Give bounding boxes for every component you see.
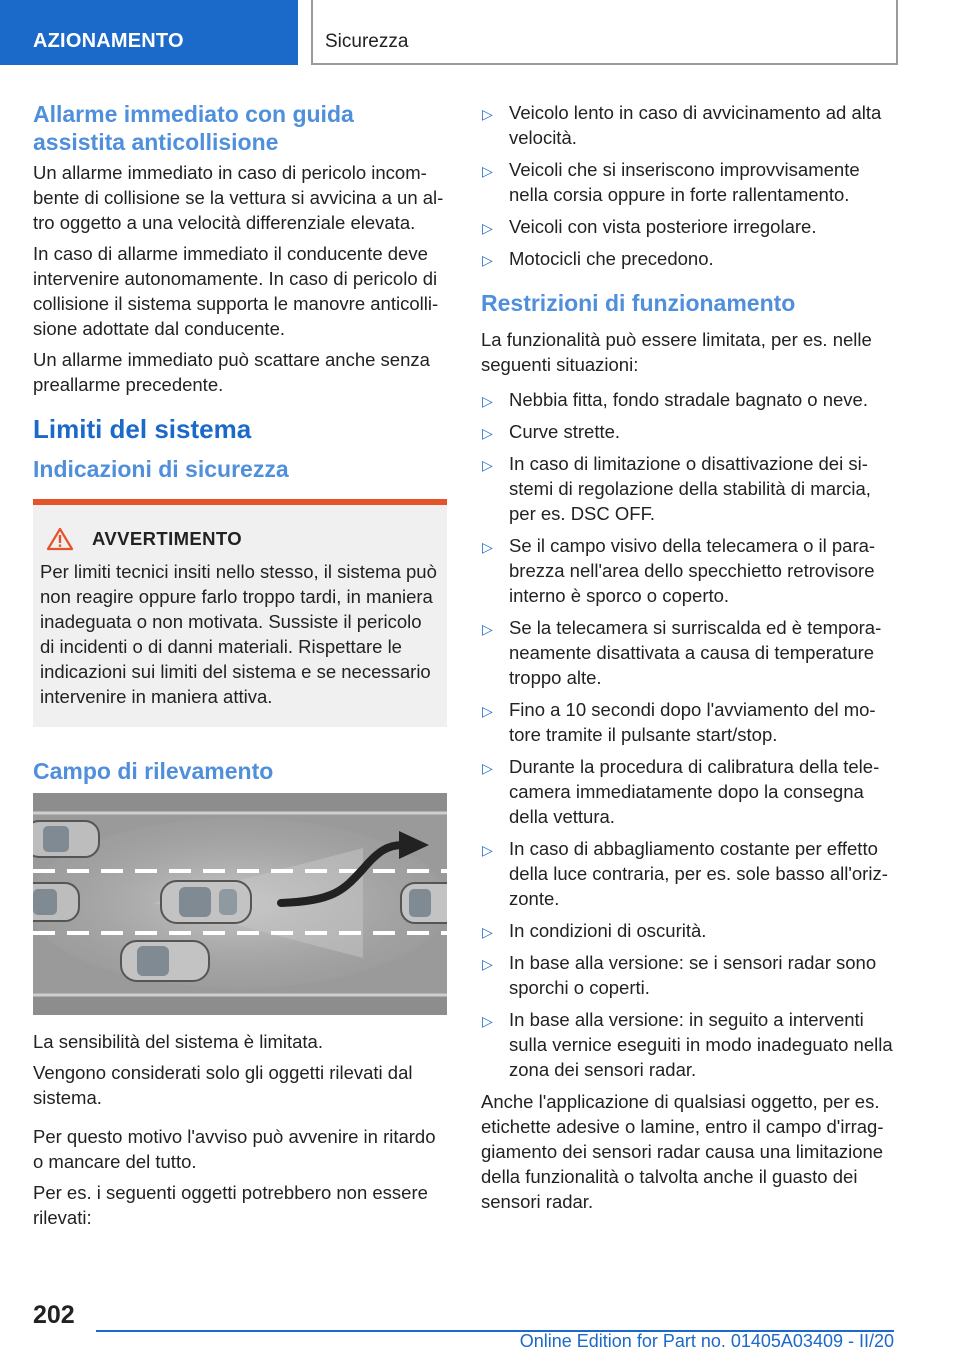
triangle-bullet-icon: ▷ [482,1013,493,1029]
car-icon [121,941,209,981]
triangle-bullet-icon: ▷ [482,539,493,555]
left-column [33,100,447,1236]
paragraph: In caso di allarme immediato il conducente deve intervenire autonomamente. In caso di pericolo di collisione il sistema supporta le manovre anticollisione adottate dal conducente. [33,243,439,339]
triangle-bullet-icon: ▷ [482,252,493,268]
road-illustration [33,793,447,1015]
header-chapter-label: Sicurezza [325,31,409,52]
triangle-bullet-icon: ▷ [482,760,493,776]
list-item: ▷ In base alla versione: se i sensori radar sono sporchi o coperti. [482,952,877,998]
list-item: ▷ Se la telecamera si surriscalda ed è temporaneamente disattivata a causa di temperature troppo alte. [482,617,882,688]
car-icon [401,883,447,923]
restrictions-list [481,387,895,1082]
warning-title-row [40,527,437,551]
triangle-bullet-icon: ▷ [482,703,493,719]
car-icon [161,881,251,923]
car-icon [33,821,99,857]
header-section-label: AZIONAMENTO [33,30,184,52]
list-item: ▷ Nebbia fitta, fondo stradale bagnato o neve. [481,387,895,412]
list-item: ▷ Durante la procedura di calibratura della telecamera immediatamente dopo la consegna della vettura. [482,756,880,827]
triangle-bullet-icon: ▷ [482,924,493,940]
warning-triangle-icon [46,527,74,551]
triangle-bullet-icon: ▷ [482,842,493,858]
list-item: ▷ In caso di limitazione o disattivazione dei sistemi di regolazione della stabilità di marcia, per es. DSC OFF. [482,453,871,524]
paragraph: La funzionalità può essere limitata, per es. nelle seguenti situazioni: [481,329,872,375]
warning-title: AVVERTIMENTO [92,528,243,549]
paragraph: La sensibilità del sistema è limitata. [33,1031,323,1052]
paragraph: Vengono considerati solo gli oggetti rilevati dal sistema. [33,1062,413,1108]
list-item: ▷ Motocicli che precedono. [481,246,895,271]
list-item: ▷ Curve strette. [481,419,895,444]
list-item: ▷ Fino a 10 secondi dopo l'avviamento del motore tramite il pulsante start/stop. [482,699,876,745]
undetected-objects-list [481,100,895,271]
detection-range-illustration [33,793,447,1015]
list-item: ▷ In caso di abbagliamento costante per effetto della luce contraria, per es. sole basso all'orizzonte. [482,838,888,909]
heading-safety-notes: Indicazioni di sicurezza [33,456,289,482]
triangle-bullet-icon: ▷ [482,457,493,473]
triangle-bullet-icon: ▷ [482,393,493,409]
paragraph: Un allarme immediato può scattare anche senza preallarme precedente. [33,349,430,395]
list-item: ▷ In base alla versione: in seguito a interventi sulla vernice eseguiti in modo inadeguato nella zona dei sensori radar. [482,1009,893,1080]
footer-edition: Online Edition for Part no. 01405A03409 - II/20 [519,1331,894,1351]
page-number: 202 [33,1301,75,1329]
heading-system-limits: Limiti del sistema [33,414,252,444]
triangle-bullet-icon: ▷ [482,220,493,236]
right-column [481,100,895,1220]
heading-immediate-warning: Allarme immediato con guida assistita anticollisione [33,101,354,155]
triangle-bullet-icon: ▷ [482,956,493,972]
triangle-bullet-icon: ▷ [482,425,493,441]
warning-box [33,499,447,727]
paragraph: Per questo motivo l'avviso può avvenire in ritardo o mancare del tutto. [33,1126,436,1172]
header-section-tab [0,0,298,65]
triangle-bullet-icon: ▷ [482,106,493,122]
paragraph: Anche l'applicazione di qualsiasi oggetto, per es. etichette adesive o lamine, entro il campo d'irraggiamento dei sensori radar causa una limitazione della funzionalità o talvolta anche il guasto dei sensori radar. [481,1091,884,1212]
triangle-bullet-icon: ▷ [482,621,493,637]
warning-text: Per limiti tecnici insiti nello stesso, il sistema può non reagire oppure farlo troppo tardi, in maniera inadeguata o non motivata. Sussiste il pericolo di incidenti o di danni materiali. Rispettare le indicazioni sui limiti del sistema e se necessario intervenire in maniera attiva. [40,561,437,707]
heading-detection-range: Campo di rilevamento [33,758,274,784]
list-item: ▷ In condizioni di oscurità. [481,918,895,943]
header-chapter-box [311,0,898,65]
paragraph: Per es. i seguenti oggetti potrebbero non essere rilevati: [33,1182,428,1228]
paragraph: Un allarme immediato in caso di pericolo incombente di collisione se la vettura si avvicina a un altro oggetto a una velocità differenziale elevata. [33,162,444,233]
car-icon [33,883,79,921]
triangle-bullet-icon: ▷ [482,163,493,179]
list-item: ▷ Se il campo visivo della telecamera o il parabrezza nell'area dello specchietto retrovisore interno è sporco o coperto. [482,535,876,606]
heading-function-restrictions: Restrizioni di funzionamento [481,290,796,316]
list-item: ▷ Veicoli con vista posteriore irregolare. [481,214,895,239]
list-item: ▷ Veicoli che si inseriscono improvvisamente nella corsia oppure in forte rallentamento. [482,159,860,205]
list-item: ▷ Veicolo lento in caso di avvicinamento ad alta velocità. [482,102,882,148]
